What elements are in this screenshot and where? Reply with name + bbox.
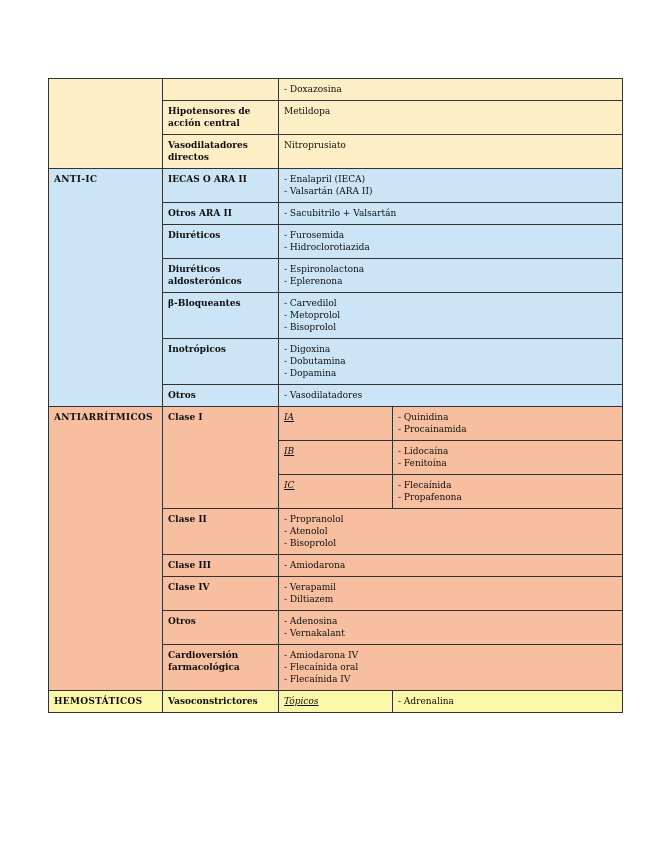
section-cell-continued xyxy=(49,79,163,169)
drug-cell xyxy=(279,385,623,407)
drug-cell xyxy=(279,225,623,259)
subgroup-cell-empty xyxy=(163,79,279,101)
drug-item: - Propafenona xyxy=(398,493,462,503)
drug-item: - Quinidina xyxy=(398,413,449,423)
drug-item: - Digoxina xyxy=(284,345,331,355)
table-row xyxy=(49,79,623,101)
drug-cell xyxy=(279,577,623,611)
drug-item: - Flecaínida xyxy=(398,481,452,491)
drug-cell xyxy=(393,475,623,509)
drug-item: - Adenosina xyxy=(284,617,338,627)
subgroup-cell: Otros xyxy=(163,611,279,645)
drug-cell xyxy=(279,339,623,385)
subclass-cell xyxy=(279,691,393,713)
drug-item: - Fenitoína xyxy=(398,459,447,469)
drug-cell xyxy=(279,101,623,135)
route-label: Tópicos xyxy=(284,697,319,707)
subclass-cell xyxy=(279,475,393,509)
drug-cell xyxy=(279,611,623,645)
subgroup-cell: β-Bloqueantes xyxy=(163,293,279,339)
drug-cell xyxy=(393,441,623,475)
drug-item: - Dobutamina xyxy=(284,357,346,367)
drug-item: - Bisoprolol xyxy=(284,539,337,549)
drug-item: Nitroprusiato xyxy=(284,141,346,151)
subgroup-cell: Clase III xyxy=(163,555,279,577)
drug-cell xyxy=(393,407,623,441)
drug-cell xyxy=(279,169,623,203)
drug-item: - Metoprolol xyxy=(284,311,341,321)
subgroup-cell: IECAS O ARA II xyxy=(163,169,279,203)
drug-item: - Lidocaína xyxy=(398,447,449,457)
drug-item: - Furosemida xyxy=(284,231,345,241)
drug-item: - Amiodarona IV xyxy=(284,651,359,661)
drug-cell xyxy=(279,203,623,225)
drug-item: Metildopa xyxy=(284,107,331,117)
drug-cell xyxy=(279,259,623,293)
subgroup-cell: Clase II xyxy=(163,509,279,555)
section-cell-hemostaticos: HEMOSTÁTICOS xyxy=(49,691,163,713)
subgroup-cell: Vasodilatadores directos xyxy=(163,135,279,169)
section-cell-antiarritmicos: ANTIARRÍTMICOS xyxy=(49,407,163,691)
drug-item: - Dopamina xyxy=(284,369,337,379)
drug-cell xyxy=(279,509,623,555)
drug-item: - Amiodarona xyxy=(284,561,346,571)
drug-item: - Espironolactona xyxy=(284,265,365,275)
drug-item: - Carvedilol xyxy=(284,299,337,309)
drug-item: - Valsartán (ARA II) xyxy=(284,187,373,197)
drug-item: - Vasodilatadores xyxy=(284,391,363,401)
drug-item: - Flecaínida IV xyxy=(284,675,351,685)
drug-item: - Enalapril (IECA) xyxy=(284,175,366,185)
drug-cell xyxy=(279,555,623,577)
drug-classification-table xyxy=(48,78,623,713)
drug-item: - Verapamil xyxy=(284,583,336,593)
subgroup-cell: Diuréticos aldosterónicos xyxy=(163,259,279,293)
drug-item: - Hidroclorotiazida xyxy=(284,243,370,253)
subgroup-cell: Cardioversión farmacológica xyxy=(163,645,279,691)
subclass-label: IA xyxy=(284,413,295,423)
drug-cell xyxy=(279,645,623,691)
drug-cell xyxy=(279,135,623,169)
drug-cell xyxy=(279,293,623,339)
subgroup-cell: Diuréticos xyxy=(163,225,279,259)
drug-item: - Diltiazem xyxy=(284,595,334,605)
subgroup-cell: Hipotensores de acción central xyxy=(163,101,279,135)
drug-item: - Sacubitrilo + Valsartán xyxy=(284,209,397,219)
table-row xyxy=(49,691,623,713)
drug-item: - Adrenalina xyxy=(398,697,454,707)
subgroup-cell: Otros ARA II xyxy=(163,203,279,225)
drug-item: - Atenolol xyxy=(284,527,328,537)
table-row xyxy=(49,407,623,441)
drug-item: - Flecaínida oral xyxy=(284,663,359,673)
subgroup-cell: Clase I xyxy=(163,407,279,509)
drug-cell xyxy=(393,691,623,713)
section-cell-anti-ic: ANTI-IC xyxy=(49,169,163,407)
drug-item: - Vernakalant xyxy=(284,629,345,639)
subclass-cell xyxy=(279,407,393,441)
drug-item: - Procainamida xyxy=(398,425,467,435)
subclass-label: IC xyxy=(284,481,295,491)
drug-item: - Eplerenona xyxy=(284,277,343,287)
drug-item: - Propranolol xyxy=(284,515,344,525)
subgroup-cell: Clase IV xyxy=(163,577,279,611)
table-row xyxy=(49,169,623,203)
subclass-label: IB xyxy=(284,447,295,457)
drug-cell xyxy=(279,79,623,101)
drug-item: - Bisoprolol xyxy=(284,323,337,333)
subgroup-cell: Otros xyxy=(163,385,279,407)
subgroup-cell: Inotrópicos xyxy=(163,339,279,385)
subclass-cell xyxy=(279,441,393,475)
subgroup-cell: Vasoconstrictores xyxy=(163,691,279,713)
drug-item: - Doxazosina xyxy=(284,85,342,95)
